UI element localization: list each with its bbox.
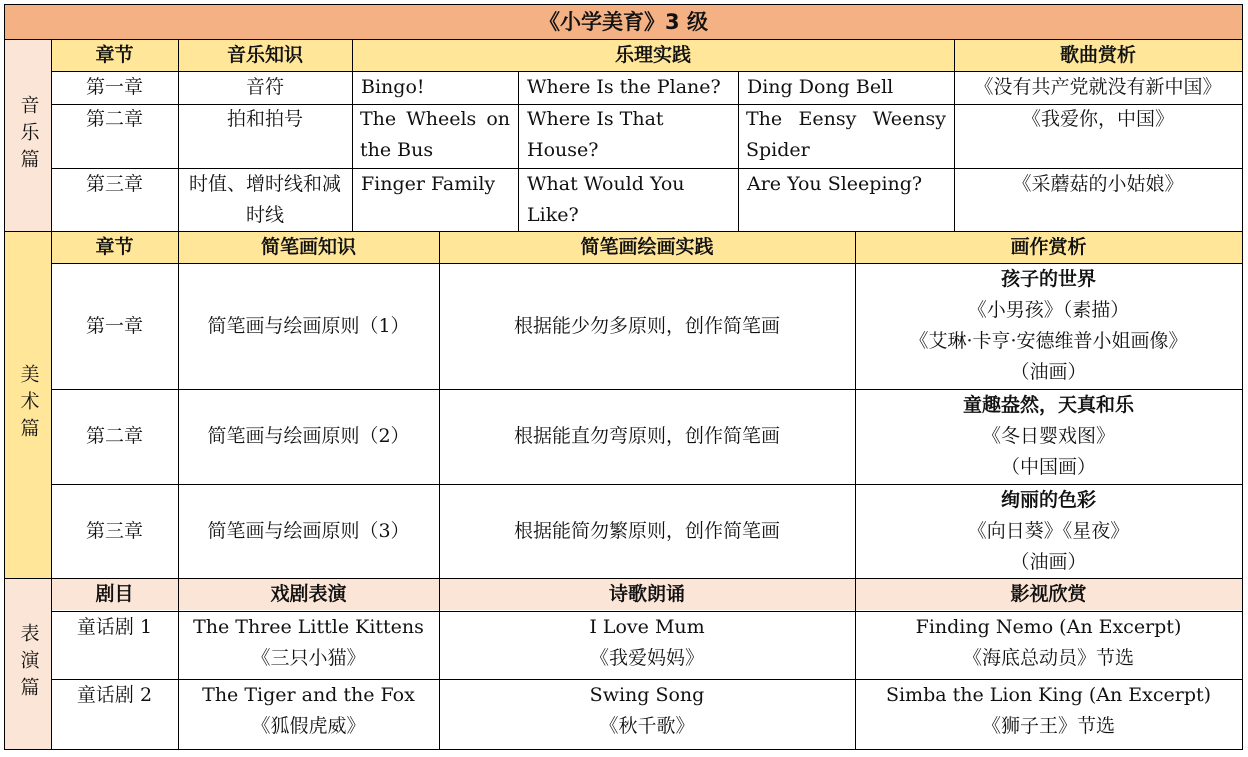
table-rule <box>51 679 1243 680</box>
art-row2-appreciation-heading: 童趣盎然，天真和乐 <box>962 394 1134 416</box>
perf-row1-poem-en: I Love Mum <box>589 616 705 638</box>
music-row1-knowledge: 音符 <box>245 76 284 98</box>
perf-row2-poem-en: Swing Song <box>589 684 705 706</box>
table-rule <box>51 168 1243 169</box>
art-row2-chapter: 第二章 <box>85 425 143 447</box>
perf-row1-poem-zh: 《我爱妈妈》 <box>589 647 704 669</box>
art-row1-appreciation-line: 《艾琳·卡亨·安德维普小姐画像》 <box>909 330 1188 352</box>
music-row2-knowledge: 拍和拍号 <box>226 108 303 130</box>
table-rule <box>855 231 856 750</box>
music-row3-practice-3: Are You Sleeping? <box>747 173 923 195</box>
table-rule <box>439 231 440 750</box>
music-row1-practice-1: Bingo! <box>361 76 425 98</box>
music-row1-practice-3: Ding Dong Bell <box>747 76 894 98</box>
music-row2-practice-1: The Wheels on the Bus <box>360 108 510 161</box>
music-row2-practice-2: Where Is That House? <box>527 108 664 161</box>
art-row3-knowledge: 简笔画与绘画原则（3） <box>207 519 410 542</box>
art-row3-appreciation <box>855 484 1242 578</box>
table-rule <box>51 263 1243 264</box>
music-row2-practice-3: The Eensy Weensy Spider <box>746 108 946 161</box>
music-row1-practice-2: Where Is the Plane? <box>527 76 721 98</box>
art-row3-chapter: 第三章 <box>85 519 143 542</box>
perf-row2-drama-en: The Tiger and the Fox <box>202 684 415 706</box>
table-rule <box>4 39 1243 40</box>
perf-row2-film-en: Simba the Lion King (An Excerpt) <box>885 684 1212 706</box>
art-row1-appreciation-line: 《小男孩》（素描） <box>967 299 1130 321</box>
music-header-knowledge: 音乐知识 <box>178 40 352 71</box>
perf-row2-poem <box>439 680 855 749</box>
music-row3-knowledge: 时值、增时线和减时线 <box>188 173 341 226</box>
art-header-knowledge: 简笔画知识 <box>178 231 439 263</box>
perf-row2-drama <box>178 680 439 749</box>
art-row3-appreciation-line: 《向日葵》《星夜》 <box>967 519 1130 542</box>
perf-row2-film-zh: 《狮子王》节选 <box>981 715 1115 737</box>
art-row1-appreciation <box>855 263 1242 389</box>
table-rule <box>4 578 1243 579</box>
perf-row2-drama-zh: 《狐假虎威》 <box>251 715 366 737</box>
table-rule <box>518 71 519 232</box>
art-row2-practice: 根据能直勿弯原则，创作简笔画 <box>513 425 780 447</box>
art-row1-appreciation-line: （油画） <box>1010 361 1087 383</box>
section-label-music: 音乐篇 <box>5 40 51 231</box>
art-row1-chapter: 第一章 <box>85 314 143 337</box>
table-rule <box>51 611 1243 612</box>
art-row1-practice: 根据能少勿多原则，创作简笔画 <box>513 314 780 337</box>
art-row1-knowledge: 简笔画与绘画原则（1） <box>207 314 410 337</box>
table-border <box>1242 4 1243 750</box>
section-label-performance: 表演篇 <box>5 578 51 749</box>
table-border <box>4 4 1243 5</box>
section-label-art: 美术篇 <box>5 231 51 578</box>
art-row3-practice: 根据能简勿繁原则，创作简笔画 <box>513 519 780 542</box>
music-row1-chapter: 第一章 <box>85 76 143 98</box>
perf-row1-film-zh: 《海底总动员》节选 <box>962 647 1134 669</box>
perf-row1-film <box>855 612 1242 679</box>
table-rule <box>954 39 955 232</box>
table-rule <box>51 484 1243 485</box>
art-row1-appreciation-heading: 孩子的世界 <box>1000 268 1096 290</box>
table-rule <box>178 39 179 750</box>
perf-row2-poem-zh: 《秋千歌》 <box>599 715 695 737</box>
perf-row1-play: 童话剧 1 <box>76 616 153 638</box>
perf-row1-drama-zh: 《三只小猫》 <box>251 647 366 669</box>
music-row3-practice-1: Finger Family <box>361 173 496 195</box>
music-row2-song: 《我爱你，中国》 <box>1021 108 1174 130</box>
music-row3-chapter: 第三章 <box>85 173 143 195</box>
art-header-chapter: 章节 <box>51 231 178 263</box>
music-header-song: 歌曲赏析 <box>954 40 1242 71</box>
art-row2-knowledge: 简笔画与绘画原则（2） <box>207 425 410 447</box>
art-row2-appreciation-line: 《冬日婴戏图》 <box>981 425 1115 447</box>
music-row3-practice-2: What Would You Like? <box>527 173 685 226</box>
table-rule <box>51 39 52 750</box>
table-rule <box>51 71 1243 72</box>
music-row3-song: 《采蘑菇的小姑娘》 <box>1012 173 1184 195</box>
table-rule <box>51 389 1243 390</box>
perf-row2-play: 童话剧 2 <box>76 684 153 706</box>
perf-header-drama: 戏剧表演 <box>178 578 439 610</box>
table-rule <box>738 71 739 232</box>
page-title: 《小学美育》3 级 <box>5 5 1242 40</box>
table-rule <box>4 231 1243 232</box>
table-border <box>4 4 5 750</box>
table-rule <box>352 39 353 232</box>
art-row3-appreciation-line: （油画） <box>1010 550 1087 573</box>
perf-row1-film-en: Finding Nemo (An Excerpt) <box>915 616 1182 638</box>
perf-row1-poem <box>439 612 855 679</box>
art-header-appreciation: 画作赏析 <box>855 231 1242 263</box>
music-row1-song: 《没有共产党就没有新中国》 <box>974 76 1222 98</box>
art-row3-appreciation-heading: 绚丽的色彩 <box>1000 488 1096 511</box>
perf-row1-drama <box>178 612 439 679</box>
art-row2-appreciation-line: （中国画） <box>1000 456 1096 478</box>
perf-header-play: 剧目 <box>51 578 178 610</box>
perf-header-poem: 诗歌朗诵 <box>439 578 855 610</box>
music-header-chapter: 章节 <box>51 40 178 71</box>
music-row2-chapter: 第二章 <box>85 108 143 130</box>
table-border <box>4 749 1243 750</box>
perf-row2-film <box>855 680 1242 749</box>
art-row2-appreciation <box>855 389 1242 484</box>
table-rule <box>51 104 1243 105</box>
perf-header-film: 影视欣赏 <box>855 578 1242 610</box>
music-header-practice: 乐理实践 <box>352 40 954 71</box>
art-header-practice: 简笔画绘画实践 <box>439 231 855 263</box>
perf-row1-drama-en: The Three Little Kittens <box>193 616 424 638</box>
